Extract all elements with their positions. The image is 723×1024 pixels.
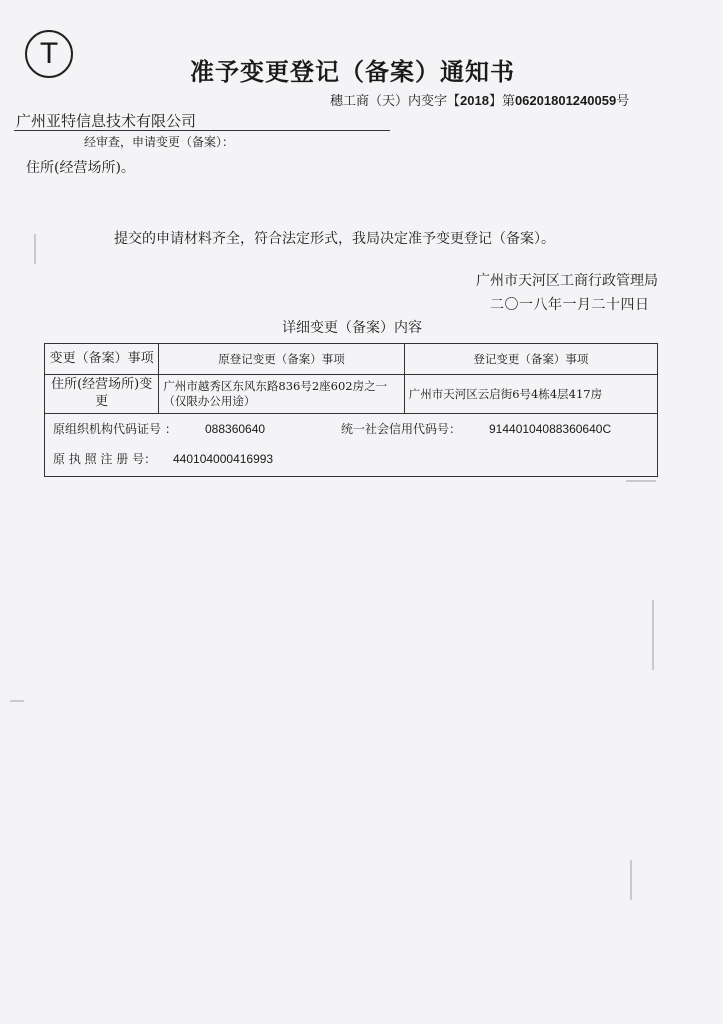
intro-text: 经审查，申请变更（备案）： xyxy=(84,135,235,149)
company-underline xyxy=(14,130,390,131)
codes-cell xyxy=(45,414,658,477)
table-header-row xyxy=(45,344,658,375)
row-item: 住所(经营场所)变更 xyxy=(45,375,159,414)
issuing-bureau: 广州市天河区工商行政管理局 xyxy=(476,273,658,289)
decision-text: 提交的申请材料齐全，符合法定形式，我局决定准予变更登记（备案）。 xyxy=(114,231,555,247)
scan-artifact xyxy=(652,600,654,670)
credit-code-value: 91440104088360640C xyxy=(489,422,612,436)
change-item: 住所(经营场所)。 xyxy=(26,160,135,176)
document-title: 准予变更登记（备案）通知书 xyxy=(190,57,515,86)
column-header: 变更（备案）事项 xyxy=(45,344,159,375)
row-new: 广州市天河区云启街6号4栋4层417房 xyxy=(404,375,657,414)
document-number: 穗工商（天）内变字【2018】第06201801240059号 xyxy=(330,93,630,109)
company-name: 广州亚特信息技术有限公司 xyxy=(16,113,197,130)
credit-code-label: 统一社会信用代码号： xyxy=(341,422,462,436)
detail-title: 详细变更（备案）内容 xyxy=(282,320,422,336)
scan-artifact xyxy=(626,480,656,482)
row-original: 广州市越秀区东风东路836号2座602房之一（仅限办公用途） xyxy=(159,375,404,414)
codes-row xyxy=(45,414,658,477)
detail-table xyxy=(44,343,658,477)
issue-date: 二〇一八年一月二十四日 xyxy=(490,297,650,313)
org-code-label: 原组织机构代码证号 ： xyxy=(53,422,177,436)
scan-artifact xyxy=(34,234,36,264)
scan-artifact xyxy=(630,860,632,900)
license-label: 原 执 照 注 册 号： xyxy=(53,452,157,466)
t-mark-icon: T xyxy=(25,30,73,78)
org-code-value: 088360640 xyxy=(205,422,266,436)
license-value: 440104000416993 xyxy=(173,452,274,466)
column-header: 原登记变更（备案）事项 xyxy=(159,344,404,375)
column-header: 登记变更（备案）事项 xyxy=(404,344,657,375)
scan-artifact xyxy=(10,700,24,702)
table-row xyxy=(45,375,658,414)
